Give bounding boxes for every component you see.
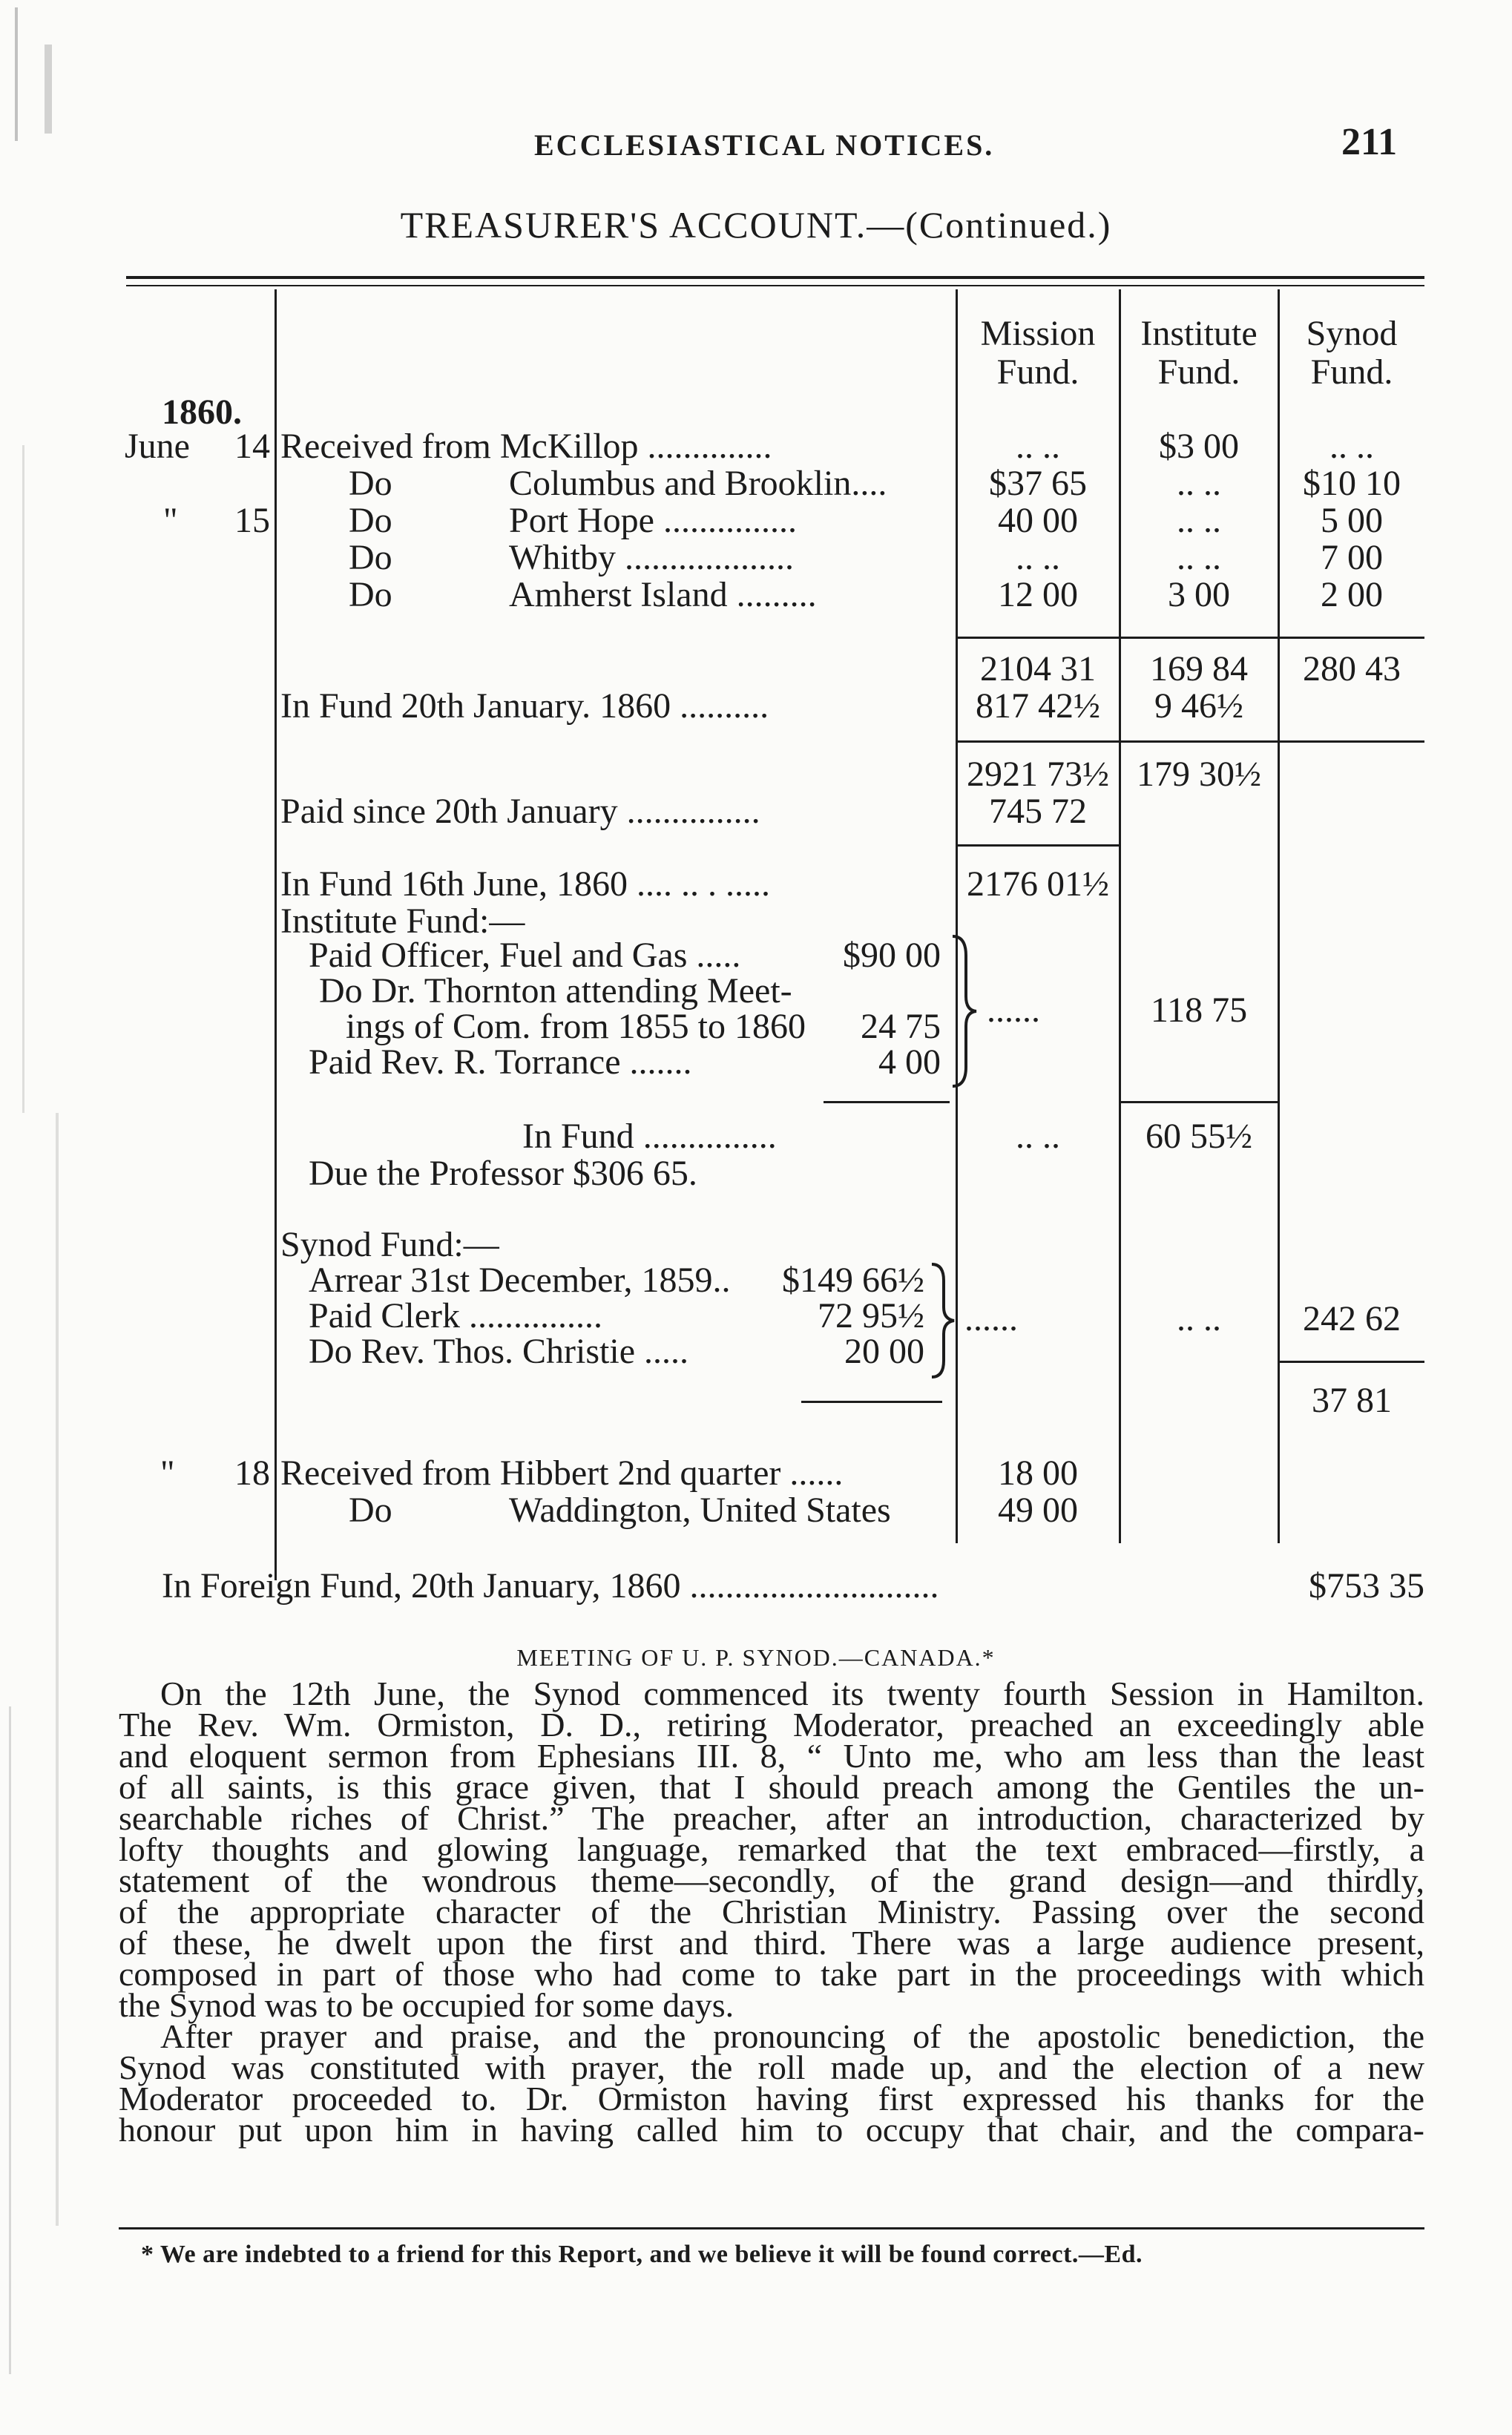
row-label: Do (349, 538, 392, 577)
subtotal-mission: 2104 31 (980, 649, 1096, 689)
institute-in-fund-institute: 60 55½ (1145, 1117, 1252, 1156)
header-mission-1: Mission (980, 314, 1096, 353)
table-title (0, 203, 1512, 246)
synod-line-label (309, 1297, 602, 1335)
institute-line-leader: ....... (629, 1042, 692, 1082)
june-rule (957, 844, 1119, 847)
institute-brace (950, 933, 979, 1089)
synod-balance: 37 81 (1312, 1381, 1392, 1420)
row-synod: .. .. (1329, 427, 1374, 466)
synod-fund-heading: Synod Fund:— (280, 1225, 499, 1264)
paid-since-leader: ............... (626, 792, 760, 831)
row-label (280, 1454, 843, 1493)
row-month: " (160, 1453, 175, 1493)
institute-line-text: Paid Officer, Fuel and Gas (309, 936, 688, 975)
institute-line-label: ings of Com. from 1855 to 1860 (346, 1007, 806, 1046)
institute-line-amount: 24 75 (861, 1007, 941, 1046)
row-place (509, 539, 794, 577)
row-place (509, 502, 797, 540)
synod-line-leader: ..... (644, 1332, 688, 1371)
row-institute: .. .. (1177, 538, 1221, 577)
article-line: Synod was constituted with prayer, the roll made up, and the election of a new (119, 2048, 1424, 2086)
row-place: Columbus and Brooklin.... (509, 464, 887, 503)
institute-sum-rule-2 (1120, 1101, 1278, 1103)
foreign-fund-leader: ............................ (689, 1566, 939, 1606)
synod-line-text: Paid Clerk (309, 1296, 460, 1335)
page-number: 211 (1341, 121, 1398, 163)
foreign-fund-amount: $753 35 (1309, 1566, 1424, 1606)
synod-line-label (309, 1332, 688, 1371)
article-line: composed in part of those who had come to take part in the proceedings with which (119, 1955, 1424, 1993)
in-fund-jan-text: In Fund 20th January. 1860 (280, 686, 671, 726)
in-fund-jan-institute: 9 46½ (1154, 686, 1243, 726)
synod-sum-rule (801, 1401, 942, 1403)
header-institute (1120, 315, 1278, 392)
row-leader: .............. (647, 427, 772, 466)
row-label: Do (349, 575, 392, 614)
article-line: searchable riches of Christ.” The preacher, after an introduction, characterized by (119, 1799, 1424, 1837)
in-fund-jan-mission: 817 42½ (976, 686, 1100, 726)
synod-line-leader: ............... (468, 1296, 602, 1335)
article-body (119, 1675, 1424, 2149)
row-institute: $3 00 (1159, 427, 1239, 466)
synod-total-leader: ...... (964, 1299, 1018, 1338)
row-leader: ............... (663, 501, 797, 540)
row-place-text: Whitby (509, 538, 616, 577)
running-title: ECCLESIASTICAL NOTICES. (534, 128, 995, 162)
row-mission: 49 00 (998, 1491, 1078, 1530)
row-mission: 12 00 (998, 575, 1078, 614)
row-synod: 2 00 (1321, 575, 1383, 614)
synod-total: 242 62 (1303, 1299, 1401, 1338)
footnote: * We are indebted to a friend for this Report, and we believe it will be found correct.—Ed. (141, 2241, 1143, 2268)
row-synod: 5 00 (1321, 501, 1383, 540)
col-rule-label (275, 289, 277, 1580)
synod-line-amount: 20 00 (844, 1332, 924, 1371)
foreign-fund-text: In Foreign Fund, 20th January, 1860 (162, 1566, 681, 1606)
row-synod: 7 00 (1321, 538, 1383, 577)
subtotal-rule (957, 637, 1424, 639)
article-heading-text: MEETING OF U. P. SYNOD.—CANADA.* (516, 1644, 996, 1671)
paid-since-text: Paid since 20th January (280, 792, 618, 831)
paid-since-label (280, 792, 760, 831)
row-label-text: Received from Hibbert 2nd quarter (280, 1453, 781, 1493)
year-label: 1860. (162, 392, 242, 432)
row-leader: ................... (624, 538, 794, 577)
institute-fund-heading: Institute Fund:— (280, 901, 525, 941)
combined-rule (957, 740, 1424, 743)
article-line: statement of the wondrous theme—secondly, of the grand design—and thirdly, (119, 1861, 1424, 1899)
row-institute: 3 00 (1168, 575, 1230, 614)
paid-since-mission: 745 72 (989, 792, 1087, 831)
row-label (280, 427, 772, 466)
row-place (509, 576, 817, 614)
in-fund-jan-leader: .......... (680, 686, 769, 726)
institute-line-text: Paid Rev. R. Torrance (309, 1042, 621, 1082)
row-day: 18 (234, 1453, 270, 1493)
synod-line-text: Do Rev. Thos. Christie (309, 1332, 635, 1371)
subtotal-synod: 280 43 (1303, 649, 1401, 689)
row-place: Waddington, United States (509, 1491, 891, 1530)
synod-brace (929, 1261, 959, 1380)
row-mission: .. .. (1016, 427, 1060, 466)
article-line: of these, he dwelt upon the first and third. There was a large audience present, (119, 1924, 1424, 1962)
row-month: " (163, 501, 178, 540)
institute-line-label: Do Dr. Thornton attending Meet- (319, 971, 792, 1011)
article-heading (0, 1644, 1512, 1672)
institute-in-fund-leader: ............... (642, 1117, 777, 1156)
synod-line-amount: $149 66½ (782, 1261, 924, 1300)
header-mission (957, 315, 1119, 392)
in-fund-june-leader: .... .. . ..... (637, 864, 770, 904)
institute-in-fund-mission: .. .. (1016, 1117, 1060, 1156)
institute-sum-rule (824, 1101, 950, 1103)
institute-line-amount: $90 00 (843, 936, 941, 975)
institute-total-leader: ...... (987, 990, 1040, 1030)
article-line: The Rev. Wm. Ormiston, D. D., retiring Moderator, preached an exceedingly able (119, 1706, 1424, 1744)
in-fund-jan-label (280, 687, 769, 726)
row-mission: 40 00 (998, 501, 1078, 540)
in-fund-june-mission: 2176 01½ (967, 864, 1109, 904)
foreign-fund-label (162, 1567, 939, 1606)
row-mission: $37 65 (989, 464, 1087, 503)
combined-institute: 179 30½ (1137, 755, 1261, 794)
article-line: of the appropriate character of the Christian Ministry. Passing over the second (119, 1893, 1424, 1930)
synod-line-label: Arrear 31st December, 1859.. (309, 1261, 731, 1300)
header-synod (1279, 315, 1424, 392)
institute-line-label (309, 936, 740, 975)
row-label: Do (349, 501, 392, 540)
table-top-rule-1 (126, 276, 1424, 279)
header-synod-1: Synod (1306, 314, 1398, 353)
article-line: and eloquent sermon from Ephesians III. 8, “ Unto me, who am less than the least (119, 1737, 1424, 1775)
synod-institute-blank: .. .. (1177, 1299, 1221, 1338)
row-day: 15 (234, 501, 270, 540)
institute-line-amount: 4 00 (878, 1042, 941, 1082)
article-line: After prayer and praise, and the pronouncing of the apostolic benediction, the (160, 2017, 1424, 2055)
institute-in-fund-label: In Fund (522, 1117, 634, 1156)
header-synod-2: Fund. (1310, 352, 1393, 392)
article-line: On the 12th June, the Synod commenced its twenty fourth Session in Hamilton. (160, 1675, 1424, 1712)
subtotal-institute: 169 84 (1150, 649, 1248, 689)
row-month: June (125, 427, 190, 466)
row-place-text: Port Hope (509, 501, 654, 540)
combined-mission: 2921 73½ (967, 755, 1109, 794)
article-line: the Synod was to be occupied for some days. (119, 1986, 734, 2024)
article-line: of all saints, is this grace given, that I should preach among the Gentiles the un- (119, 1768, 1424, 1806)
row-label-text: Received from McKillop (280, 427, 639, 466)
header-institute-2: Fund. (1157, 352, 1240, 392)
row-mission: .. .. (1016, 538, 1060, 577)
row-institute: .. .. (1177, 464, 1221, 503)
row-mission: 18 00 (998, 1453, 1078, 1493)
row-place-text: Amherst Island (509, 575, 728, 614)
row-day: 14 (234, 427, 270, 466)
article-line: honour put upon him in having called him to occupy that chair, and the compara- (119, 2111, 1424, 2149)
synod-line-amount: 72 95½ (818, 1296, 924, 1335)
row-label: Do (349, 464, 392, 503)
institute-line-leader: ..... (696, 936, 741, 975)
article-line: lofty thoughts and glowing language, remarked that the text embraced—firstly, a (119, 1830, 1424, 1868)
synod-sum-rule-2 (1279, 1361, 1424, 1363)
row-leader: ...... (789, 1453, 844, 1493)
header-institute-1: Institute (1140, 314, 1258, 353)
table-top-rule-2 (126, 285, 1424, 286)
table-title-text: TREASURER'S ACCOUNT.—(Continued.) (400, 204, 1112, 246)
row-leader: ......... (736, 575, 817, 614)
in-fund-june-label (280, 865, 770, 904)
article-line: Moderator proceeded to. Dr. Ormiston having first expressed his thanks for the (119, 2080, 1424, 2117)
row-institute: .. .. (1177, 501, 1221, 540)
institute-line-label (309, 1043, 692, 1082)
row-label: Do (349, 1491, 392, 1530)
row-synod: $10 10 (1303, 464, 1401, 503)
in-fund-june-text: In Fund 16th June, 1860 (280, 864, 628, 904)
header-mission-2: Fund. (996, 352, 1079, 392)
footnote-rule (119, 2227, 1424, 2229)
institute-in-fund (522, 1117, 777, 1156)
institute-total: 118 75 (1150, 990, 1248, 1030)
due-professor: Due the Professor $306 65. (309, 1154, 697, 1193)
